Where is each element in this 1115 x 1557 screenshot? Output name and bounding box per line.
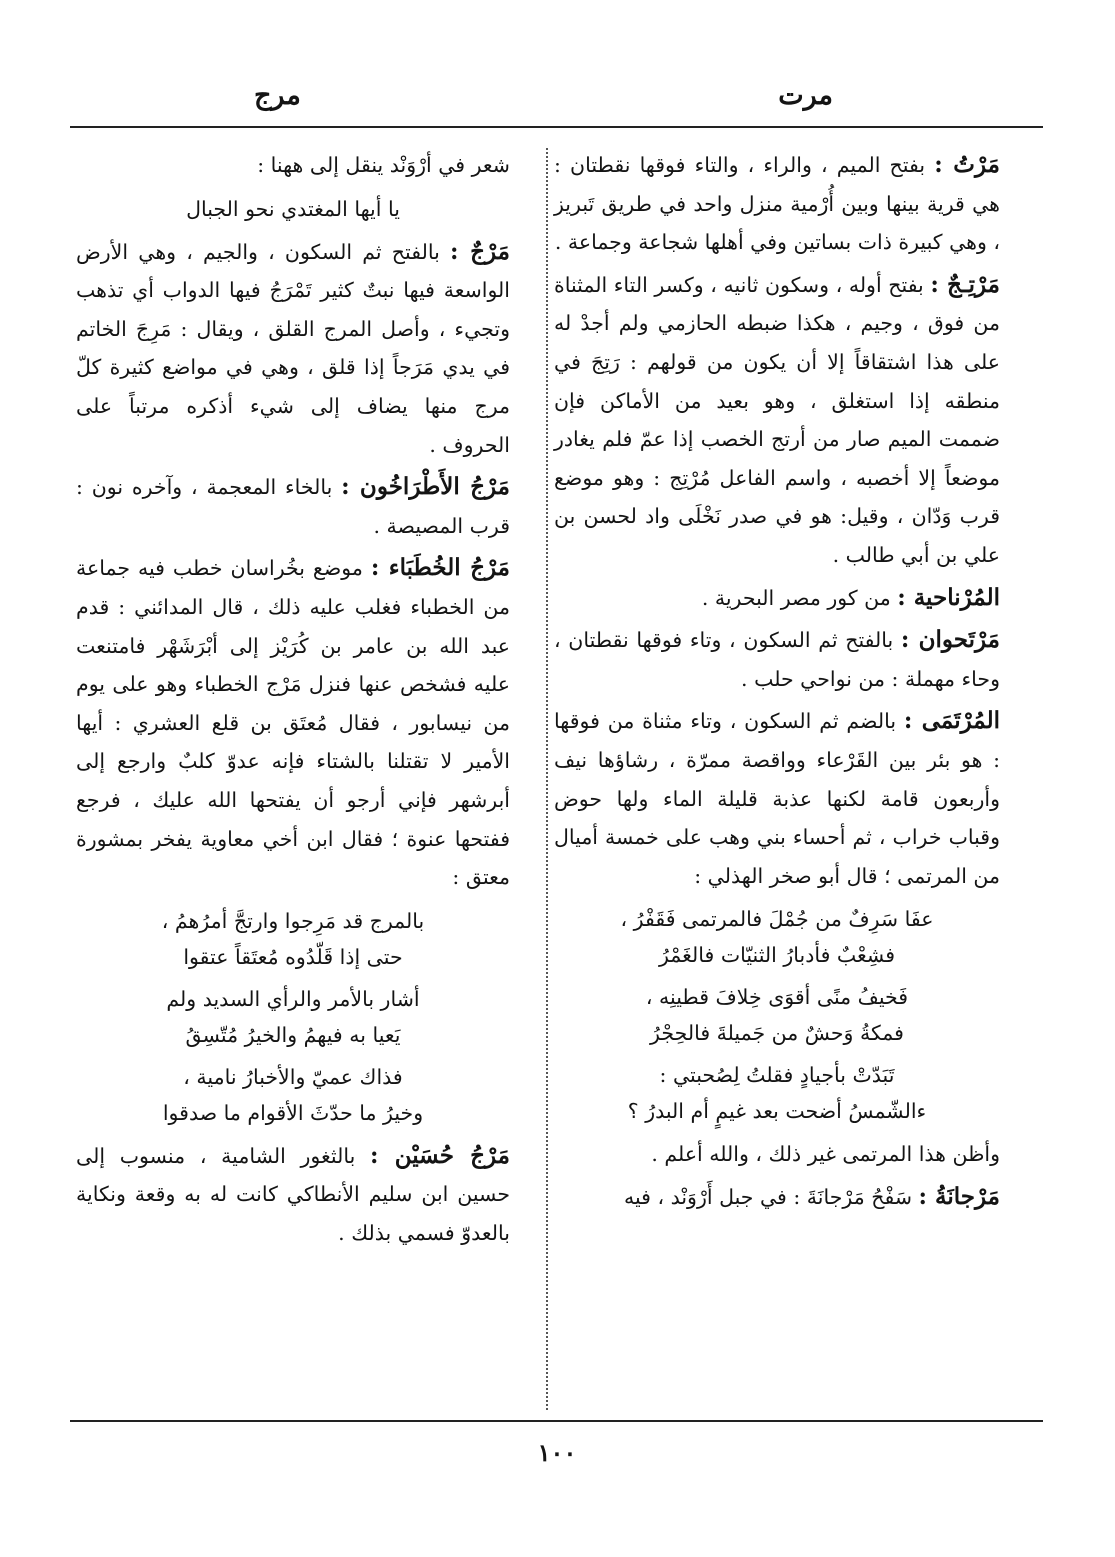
right-column [554,146,1000,1220]
verse-hemistich: عفَا سَرِفٌ من جُمْلَ فالمرتمى فَقَفْرُ ، [620,907,934,932]
entry-murnahiya [554,579,1000,618]
headword: مَرْجٌ : [449,237,510,265]
verse-hemistich: تَبَدّتْ بأجيادٍ فقلتُ لِصُحبتي : [659,1063,895,1088]
headword: المُرْناحية : [897,583,1000,611]
entry-marj-al-atrakhun [76,468,510,545]
headword: مَرْتُ : [934,151,1000,178]
entry-text: بفتح أوله ، وسكون ثانيه ، وكسر التاء المثناة من فوق ، وجيم ، هكذا ضبطه الحازمي ولم أجدْ له على هذا اشتقاقاً إلا أن يكون من قولهم : رَتِجَ في منطقه إذا استغلق ، وهو بعيد من الأماكن فإن ضممت الميم صار من أرتج الخصب إذا عمّ فلم يغادر موضعاً إلا أخصبه ، واسم الفاعل مُرْتِج : وهو موضع قرب وَدّان ، وقيل: هو في صدر نَخْلَى واد لحسن بن علي بن أبي طالب . [554,272,1000,567]
entry-marjana [554,1178,1000,1217]
verse-hemistich: يَعيا به فيهمُ والخيرُ مُتّسِقُ [185,1022,401,1047]
entry-text: بالفتح ثم السكون ، وتاء فوقها نقطتان ، وحاء مهملة : من نواحي حلب . [554,628,1000,691]
headword: مَرْجُ حُسَيْن : [370,1141,510,1169]
running-header-right: مرت [778,80,833,111]
headword: مَرْتَحوان : [900,626,1000,654]
entry-martij [554,266,1000,575]
entry-text: بالفتح ثم السكون ، والجيم ، وهي الأرض الواسعة فيها نبتٌ كثير تَمْرَجُ فيها الدواب أي تذهب وتجيء ، وأصل المرج القلق ، ويقال : مَرِجَ الخاتم في يدي مَرَجاً إذا قلق ، وهي في مواضع كثيرة كلّ مرج منها يضاف إلى شيء أذكره مرتباً على الحروف . [76,239,510,457]
top-rule [70,126,1043,128]
verse-hemistich: يا أيها المغتدي نحو الجبال [186,196,400,221]
left-column [76,146,510,1256]
entry-text: موضع بخُراسان خطب فيه جماعة من الخطباء فغلب عليه ذلك ، قال المدائني : قدم عبد الله بن عامر بن كُرَيْز إلى أبْرَشَهْر فامتنعت عليه فشخص عنها فنزل مَرْج الخطباء وهو على يوم من نيسابور ، فقال مُعتَق بن قلع العشري : أيها الأمير لا تقتلنا بالشتاء فإنه عدوّ كلبٌ وارجع إلى أبرشهر فإني أرجو أن يفتحها الله عليك ، فرجع ففتحها عنوة ؛ فقال ابن أخي معاوية يفخر بمشورة معتق : [76,556,510,890]
verse-hemistich: فمكةُ وَحشٌ من جَميلةَ فالحِجْرُ [650,1021,904,1046]
poem-verse [554,1057,1000,1129]
entry-text: بفتح الميم ، والراء ، والتاء فوقها نقطتان : هي قرية بينها وبين أُرْمية منزل واحد في طريق تَبريز ، وهي كبيرة ذات بساتين وفي أهلها شجاعة وجماعة . [554,153,1000,255]
verse-hemistich: حتى إذا قَلّدُوه مُعتَقاً عتقوا [183,944,403,969]
verse-hemistich: فشِعْبٌ فأدبارُ الثنيّات فالغَمْرُ [658,943,896,968]
entry-marj [76,233,510,465]
entry-murtama [554,702,1000,895]
entry-marj-husayn [76,1137,510,1253]
verse-hemistich: وخيرُ ما حدّثَ الأقوام ما صدقوا [162,1100,424,1125]
poem-verse [76,981,510,1053]
poem-verse [76,1059,510,1131]
verse-hemistich: ءالشّمسُ أضحت بعد غيمٍ أم البدرُ ؟ [627,1099,927,1124]
entry-text: من كور مصر البحرية . [701,585,891,610]
headword: المُرْتَمَى : [903,707,1000,735]
entry-martahwan [554,621,1000,698]
running-header-left: مرج [254,80,301,111]
headword: مَرْجانَةُ : [918,1182,1000,1210]
verse-hemistich: بالمرج قد مَرِجوا وارتجَّ أمرُهمُ ، [161,908,425,933]
poem-verse [76,191,510,227]
entry-marj-al-khutaba [76,549,510,896]
column-divider [546,148,548,1410]
entry-mart [554,146,1000,262]
poem-verse [554,979,1000,1051]
entry-text: بالخاء المعجمة ، وآخره نون : قرب المصيصة . [76,475,510,538]
verse-hemistich: أشار بالأمر والرأي السديد ولم [166,986,420,1011]
entry-text: بالثغور الشامية ، منسوب إلى حسين ابن سليم الأنطاكي كانت له به وقعة ونكاية بالعدوّ فسمي بذلك . [76,1143,510,1245]
poem-verse [76,903,510,975]
entry-continuation: شعر في أرْوَنْد ينقل إلى ههنا : [257,153,510,177]
bottom-rule [70,1420,1043,1422]
entry-text: سَفْحُ مَرْجانَةَ : في جبل أَرْوَنْد ، فيه [623,1184,912,1209]
entry-text: بالضم ثم السكون ، وتاء مثناة من فوقها : هو بئر بين القَرْعاء وواقصة ممرّة ، رشاؤها نيف وأربعون قامة لكنها عذبة قليلة الماء ولها حوض وقباب خراب ، ثم أحساء بني وهب على خمسة أميال من المرتمى ؛ قال أبو صخر الهذلي : [554,709,1000,888]
headword: مَرْتِـجٌ : [930,270,1000,298]
entry-text: وأظن هذا المرتمى غير ذلك ، والله أعلم . [651,1142,1000,1167]
poem-verse [554,901,1000,973]
page-number: ١٠٠ [537,1438,577,1467]
headword: مَرْجُ الأَطْرَاخُون : [341,473,510,501]
headword: مَرْجُ الخُطَبَاء : [370,554,510,582]
verse-hemistich: فَخيفُ منًى أقوَى خِلافَ قطينِه ، [645,985,909,1010]
verse-hemistich: فذاك عميّ والأخبارُ نامية ، [183,1064,403,1089]
